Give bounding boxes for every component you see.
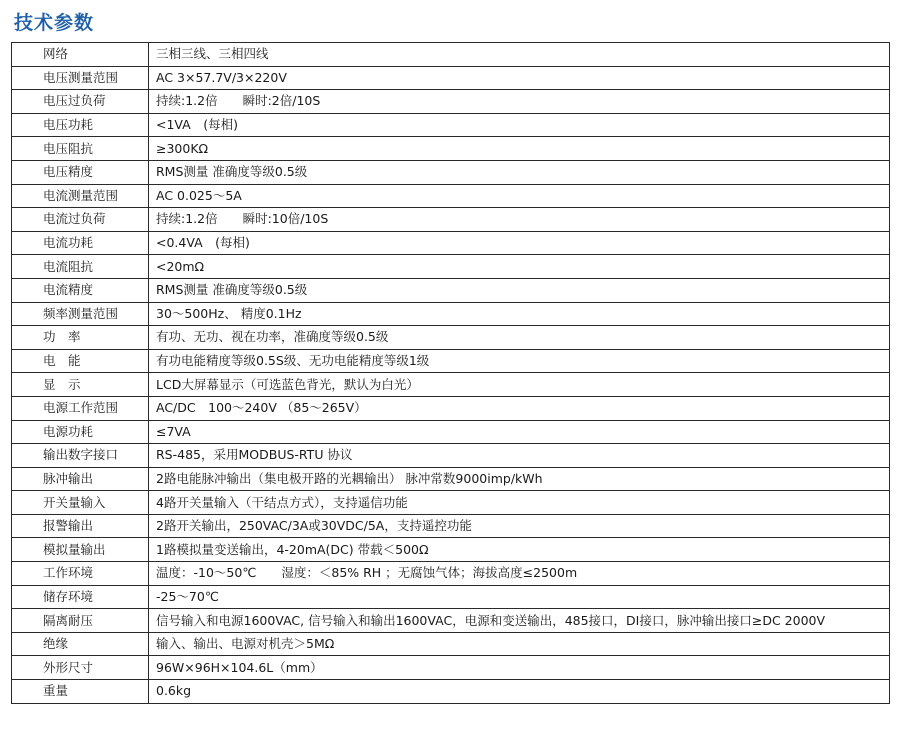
table-row: [12, 396, 890, 420]
spec-label: 电流精度: [12, 278, 149, 302]
spec-value: 1路模拟量变送输出，4-20mA(DC) 带载＜500Ω: [149, 538, 890, 562]
spec-label: 脉冲输出: [12, 467, 149, 491]
table-row: [12, 656, 890, 680]
spec-table-body: [12, 43, 890, 704]
spec-value: 0.6kg: [149, 680, 890, 704]
table-row: [12, 491, 890, 515]
spec-label: 输出数字接口: [12, 444, 149, 468]
spec-value: <1VA (每相): [149, 113, 890, 137]
spec-label: 功 率: [12, 326, 149, 350]
spec-value: 有功电能精度等级0.5S级、无功电能精度等级1级: [149, 349, 890, 373]
spec-label: 储存环境: [12, 585, 149, 609]
table-row: [12, 514, 890, 538]
table-row: [12, 609, 890, 633]
table-row: [12, 90, 890, 114]
spec-value: 有功、无功、视在功率，准确度等级0.5级: [149, 326, 890, 350]
spec-label: 电流阻抗: [12, 255, 149, 279]
table-row: [12, 562, 890, 586]
spec-value: RMS测量 准确度等级0.5级: [149, 160, 890, 184]
table-row: [12, 278, 890, 302]
spec-value: AC 3×57.7V/3×220V: [149, 66, 890, 90]
table-row: [12, 302, 890, 326]
spec-value: LCD大屏幕显示（可选蓝色背光，默认为白光）: [149, 373, 890, 397]
spec-value: AC/DC 100～240V （85～265V）: [149, 396, 890, 420]
spec-label: 电压精度: [12, 160, 149, 184]
spec-label: 开关量输入: [12, 491, 149, 515]
spec-value: AC 0.025～5A: [149, 184, 890, 208]
spec-value: 持续:1.2倍 瞬时:2倍/10S: [149, 90, 890, 114]
spec-value: ≥300KΩ: [149, 137, 890, 161]
spec-label: 外形尺寸: [12, 656, 149, 680]
table-row: [12, 585, 890, 609]
spec-label: 电压过负荷: [12, 90, 149, 114]
spec-label: 绝缘: [12, 632, 149, 656]
table-row: [12, 43, 890, 67]
spec-value: 输入、输出、电源对机壳＞5MΩ: [149, 632, 890, 656]
spec-label: 电压阻抗: [12, 137, 149, 161]
spec-label: 电源功耗: [12, 420, 149, 444]
spec-label: 模拟量输出: [12, 538, 149, 562]
table-row: [12, 326, 890, 350]
table-row: [12, 444, 890, 468]
spec-value: RS-485，采用MODBUS-RTU 协议: [149, 444, 890, 468]
table-row: [12, 66, 890, 90]
table-row: [12, 255, 890, 279]
spec-value: 30～500Hz、 精度0.1Hz: [149, 302, 890, 326]
spec-label: 工作环境: [12, 562, 149, 586]
spec-label: 网络: [12, 43, 149, 67]
table-row: [12, 208, 890, 232]
table-row: [12, 231, 890, 255]
spec-label: 显 示: [12, 373, 149, 397]
spec-label: 重量: [12, 680, 149, 704]
spec-value: ≤7VA: [149, 420, 890, 444]
spec-label: 电源工作范围: [12, 396, 149, 420]
spec-value: RMS测量 准确度等级0.5级: [149, 278, 890, 302]
spec-value: 2路电能脉冲输出（集电极开路的光耦输出） 脉冲常数9000imp/kWh: [149, 467, 890, 491]
spec-value: 持续:1.2倍 瞬时:10倍/10S: [149, 208, 890, 232]
spec-value: 信号输入和电源1600VAC, 信号输入和输出1600VAC，电源和变送输出，485接口，DI接口，脉冲输出接口≥DC 2000V: [149, 609, 890, 633]
table-row: [12, 137, 890, 161]
spec-value: -25～70℃: [149, 585, 890, 609]
spec-value: 温度：-10～50℃ 湿度：＜85% RH ；无腐蚀气体；海拔高度≤2500m: [149, 562, 890, 586]
table-row: [12, 349, 890, 373]
spec-value: <20mΩ: [149, 255, 890, 279]
table-row: [12, 160, 890, 184]
spec-value: 三相三线、三相四线: [149, 43, 890, 67]
spec-label: 电流功耗: [12, 231, 149, 255]
table-row: [12, 184, 890, 208]
spec-value: 4路开关量输入（干结点方式），支持遥信功能: [149, 491, 890, 515]
spec-label: 电流过负荷: [12, 208, 149, 232]
table-row: [12, 373, 890, 397]
table-row: [12, 538, 890, 562]
spec-label: 电压测量范围: [12, 66, 149, 90]
spec-label: 电流测量范围: [12, 184, 149, 208]
table-row: [12, 467, 890, 491]
spec-value: 2路开关输出，250VAC/3A或30VDC/5A，支持遥控功能: [149, 514, 890, 538]
spec-value: 96W×96H×104.6L（mm）: [149, 656, 890, 680]
spec-value: <0.4VA (每相): [149, 231, 890, 255]
spec-label: 电压功耗: [12, 113, 149, 137]
spec-table: [11, 42, 890, 704]
page-title: 技术参数: [14, 12, 95, 34]
table-row: [12, 632, 890, 656]
spec-label: 频率测量范围: [12, 302, 149, 326]
table-row: [12, 420, 890, 444]
table-row: [12, 113, 890, 137]
spec-label: 隔离耐压: [12, 609, 149, 633]
spec-label: 报警输出: [12, 514, 149, 538]
table-row: [12, 680, 890, 704]
spec-label: 电 能: [12, 349, 149, 373]
